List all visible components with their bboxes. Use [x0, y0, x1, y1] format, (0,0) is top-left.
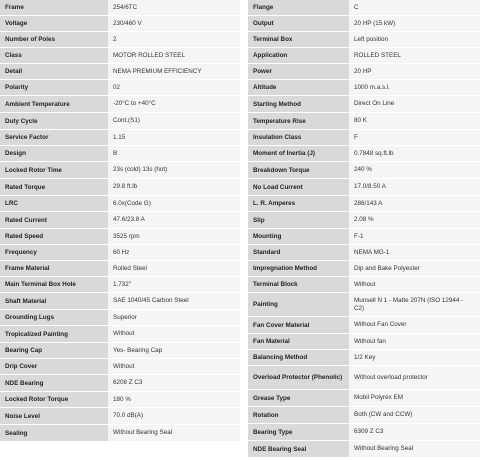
spec-value: 6.0x(Code G): [108, 196, 240, 211]
spec-label: Fan Cover Material: [248, 317, 349, 333]
spec-row-rated-torque: [0, 179, 240, 196]
spec-label: Shaft Material: [0, 293, 108, 309]
spec-label: Mounting: [248, 229, 349, 244]
spec-row-lrc: [0, 196, 240, 212]
spec-label: Flange: [248, 0, 349, 15]
spec-label: Polarity: [0, 80, 108, 95]
spec-row-number-of-poles: [0, 32, 240, 48]
spec-label: Bearing Type: [248, 424, 349, 440]
spec-value: 20 HP (15 kW): [349, 16, 480, 31]
spec-label: Locked Rotor Time: [0, 162, 108, 178]
spec-label: Altitude: [248, 80, 349, 95]
spec-value: 240 %: [349, 162, 480, 178]
spec-label: Locked Rotor Torque: [0, 392, 108, 407]
spec-value: NEMA MG-1: [349, 245, 480, 260]
spec-value: F: [349, 130, 480, 145]
spec-label: Tropicalized Painting: [0, 326, 108, 342]
spec-row-altitude: [248, 80, 480, 96]
spec-row-bearing-cap: [0, 343, 240, 359]
spec-value: Cont.(S1): [108, 113, 240, 129]
spec-label: Terminal Block: [248, 277, 349, 292]
spec-row-frame-material: [0, 261, 240, 277]
spec-value: Yes- Bearing Cap: [108, 343, 240, 358]
spec-value: 2: [108, 32, 240, 47]
spec-value: 1/2 Key: [349, 350, 480, 365]
spec-label: Noise Level: [0, 408, 108, 424]
spec-row-application: [248, 48, 480, 64]
spec-value: C: [349, 0, 480, 15]
spec-label: Standard: [248, 245, 349, 260]
spec-row-rated-speed: [0, 229, 240, 245]
spec-row-frame: [0, 0, 240, 16]
spec-row-moment-of-inertia-j: [248, 146, 480, 162]
spec-row-terminal-block: [248, 277, 480, 293]
spec-row-ambient-temperature: [0, 96, 240, 113]
spec-row-main-terminal-box-hole: [0, 277, 240, 293]
spec-value: 20 HP: [349, 64, 480, 79]
spec-row-standard: [248, 245, 480, 261]
spec-label: Rated Speed: [0, 229, 108, 244]
spec-label: Impregnation Method: [248, 261, 349, 276]
spec-label: Rated Current: [0, 212, 108, 228]
spec-row-grounding-lugs: [0, 310, 240, 326]
spec-table-right: [248, 0, 480, 460]
spec-value: Without: [108, 326, 240, 342]
spec-label: Painting: [248, 293, 349, 316]
spec-row-temperature-rise: [248, 113, 480, 130]
spec-label: Balancing Method: [248, 350, 349, 365]
spec-row-output: [248, 16, 480, 32]
spec-row-sealing: [0, 425, 240, 442]
spec-label: No Load Current: [248, 179, 349, 195]
spec-label: Output: [248, 16, 349, 31]
spec-value: MOTOR ROLLED STEEL: [108, 48, 240, 63]
spec-label: Detail: [0, 64, 108, 79]
spec-value: Without Bearing Seal: [349, 441, 480, 457]
spec-row-impregnation-method: [248, 261, 480, 277]
spec-value: 230/460 V: [108, 16, 240, 31]
spec-row-balancing-method: [248, 350, 480, 366]
spec-value: Both (CW and CCW): [349, 407, 480, 423]
spec-value: F-1: [349, 229, 480, 244]
spec-label: NDE Bearing Seal: [248, 441, 349, 457]
spec-row-breakdown-torque: [248, 162, 480, 179]
spec-label: Grounding Lugs: [0, 310, 108, 325]
spec-row-terminal-box: [248, 32, 480, 48]
spec-value: 29.8 ft.lb: [108, 179, 240, 195]
spec-label: Bearing Cap: [0, 343, 108, 358]
spec-row-l-r-amperes: [248, 196, 480, 212]
spec-value: 1.15: [108, 130, 240, 145]
column-gap: [240, 0, 248, 460]
spec-value: 17.0/8.50 A: [349, 179, 480, 195]
spec-label: Voltage: [0, 16, 108, 31]
spec-row-flange: [248, 0, 480, 16]
spec-row-painting: [248, 293, 480, 317]
spec-row-polarity: [0, 80, 240, 96]
spec-row-nde-bearing-seal: [248, 441, 480, 458]
spec-row-voltage: [0, 16, 240, 32]
spec-label: NDE Bearing: [0, 375, 108, 391]
spec-label: Power: [248, 64, 349, 79]
spec-label: Frame Material: [0, 261, 108, 276]
spec-row-power: [248, 64, 480, 80]
spec-value: 6309 Z C3: [349, 424, 480, 440]
spec-value: 70.0 dB(A): [108, 408, 240, 424]
spec-value: Munsell N 1 - Matte 207N (ISO 12944 - C2): [349, 293, 480, 316]
spec-row-starting-method: [248, 96, 480, 113]
spec-value: Without: [108, 359, 240, 374]
spec-label: L. R. Amperes: [248, 196, 349, 211]
spec-value: Left position: [349, 32, 480, 47]
spec-row-slip: [248, 212, 480, 229]
spec-label: Drip Cover: [0, 359, 108, 374]
spec-value: B: [108, 146, 240, 161]
spec-value: 1.732": [108, 277, 240, 292]
spec-row-noise-level: [0, 408, 240, 425]
spec-row-rotation: [248, 407, 480, 424]
spec-label: Temperature Rise: [248, 113, 349, 129]
spec-value: Without overload protector: [349, 366, 480, 389]
spec-value: Superior: [108, 310, 240, 325]
spec-value: 3525 rpm: [108, 229, 240, 244]
spec-row-insulation-class: [248, 130, 480, 146]
spec-value: 47.6/23.8 A: [108, 212, 240, 228]
spec-value: 6208 Z C3: [108, 375, 240, 391]
spec-value: Without Bearing Seal: [108, 425, 240, 441]
spec-value: 1000 m.a.s.l.: [349, 80, 480, 95]
spec-row-detail: [0, 64, 240, 80]
spec-row-service-factor: [0, 130, 240, 146]
spec-value: Without: [349, 277, 480, 292]
spec-row-fan-cover-material: [248, 317, 480, 334]
spec-value: 254/6TC: [108, 0, 240, 15]
spec-value: ROLLED STEEL: [349, 48, 480, 63]
spec-value: 2.08 %: [349, 212, 480, 228]
spec-label: LRC: [0, 196, 108, 211]
spec-value: 80 K: [349, 113, 480, 129]
spec-row-shaft-material: [0, 293, 240, 310]
spec-row-grease-type: [248, 390, 480, 407]
spec-label: Frequency: [0, 245, 108, 260]
spec-label: Frame: [0, 0, 108, 15]
spec-label: Design: [0, 146, 108, 161]
spec-row-locked-rotor-time: [0, 162, 240, 179]
spec-value: Without Fan Cover: [349, 317, 480, 333]
spec-row-rated-current: [0, 212, 240, 229]
spec-value: 286/143 A: [349, 196, 480, 211]
spec-value: Dip and Bake Polyester: [349, 261, 480, 276]
spec-label: Moment of Inertia (J): [248, 146, 349, 161]
spec-label: Overload Protector (Phenolic): [248, 366, 349, 389]
spec-row-design: [0, 146, 240, 162]
spec-row-fan-material: [248, 334, 480, 350]
spec-value: 0.7848 sq.ft.lb: [349, 146, 480, 161]
spec-label: Insulation Class: [248, 130, 349, 145]
spec-label: Number of Poles: [0, 32, 108, 47]
spec-value: Direct On Line: [349, 96, 480, 112]
spec-row-frequency: [0, 245, 240, 261]
spec-value: -20°C to +40°C: [108, 96, 240, 112]
spec-label: Slip: [248, 212, 349, 228]
spec-label: Breakdown Torque: [248, 162, 349, 178]
spec-value: 23s (cold) 13s (hot): [108, 162, 240, 178]
spec-value: Rolled Steel: [108, 261, 240, 276]
spec-value: Mobil Polyrex EM: [349, 390, 480, 406]
spec-value: 60 Hz: [108, 245, 240, 260]
spec-label: Service Factor: [0, 130, 108, 145]
spec-row-mounting: [248, 229, 480, 245]
spec-label: Sealing: [0, 425, 108, 441]
spec-value: NEMA PREMIUM EFFICIENCY: [108, 64, 240, 79]
spec-label: Grease Type: [248, 390, 349, 406]
spec-label: Application: [248, 48, 349, 63]
spec-label: Main Terminal Box Hole: [0, 277, 108, 292]
spec-row-tropicalized-painting: [0, 326, 240, 343]
spec-value: Without fan: [349, 334, 480, 349]
spec-label: Duty Cycle: [0, 113, 108, 129]
spec-label: Rated Torque: [0, 179, 108, 195]
spec-label: Rotation: [248, 407, 349, 423]
spec-row-no-load-current: [248, 179, 480, 196]
spec-row-bearing-type: [248, 424, 480, 441]
spec-row-overload-protector-phenolic: [248, 366, 480, 390]
spec-value: 180 %: [108, 392, 240, 407]
spec-value: 02: [108, 80, 240, 95]
spec-value: SAE 1040/45 Carbon Steel: [108, 293, 240, 309]
spec-row-locked-rotor-torque: [0, 392, 240, 408]
spec-label: Terminal Box: [248, 32, 349, 47]
spec-row-class: [0, 48, 240, 64]
spec-label: Fan Material: [248, 334, 349, 349]
spec-label: Starting Method: [248, 96, 349, 112]
spec-label: Ambient Temperature: [0, 96, 108, 112]
spec-row-duty-cycle: [0, 113, 240, 130]
spec-row-nde-bearing: [0, 375, 240, 392]
spec-row-drip-cover: [0, 359, 240, 375]
spec-label: Class: [0, 48, 108, 63]
